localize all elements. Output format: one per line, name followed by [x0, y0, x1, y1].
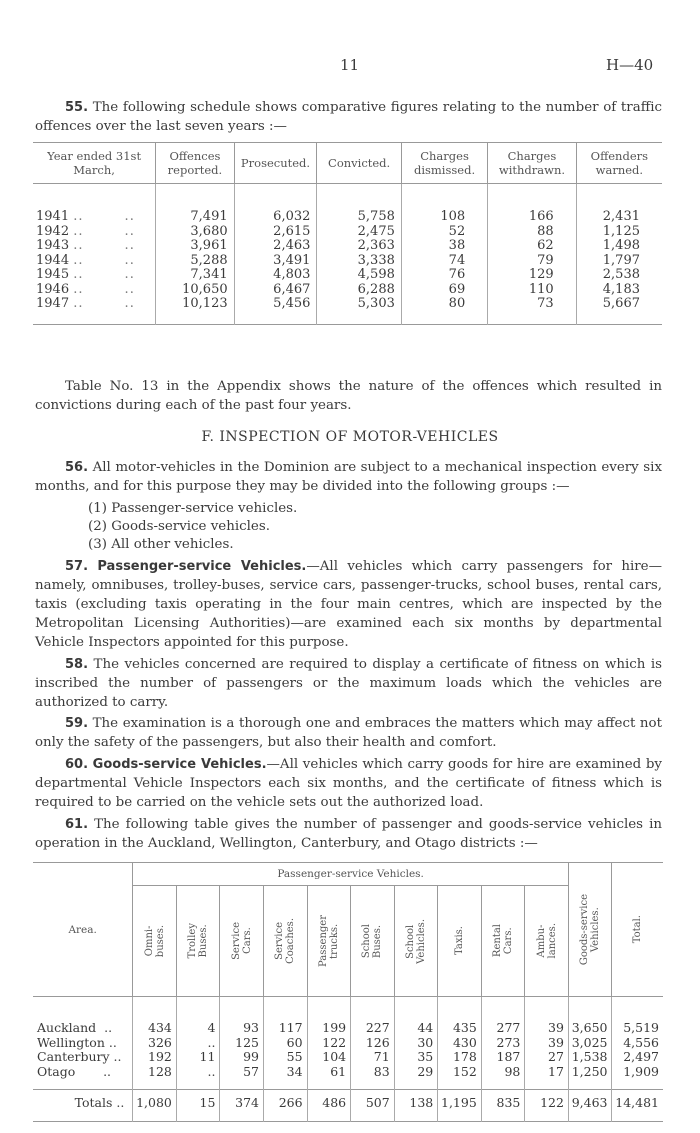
totals-cell: 1,080 [133, 1090, 177, 1122]
table-cell: 152 [438, 1065, 482, 1090]
table-header-row [33, 143, 662, 184]
col-header-total-label: Total. [632, 915, 644, 944]
paragraph-heading: Goods-service Vehicles. [92, 757, 267, 772]
col-header-prosecuted: Prosecuted. [234, 143, 317, 184]
totals-cell: 507 [351, 1090, 395, 1122]
year-value: 1944 [36, 252, 70, 268]
table-cell: 277 [481, 997, 525, 1036]
table-cell: 187 [481, 1050, 525, 1065]
table-cell: 5,288 [156, 254, 234, 269]
totals-cell: 15 [176, 1090, 220, 1122]
table-cell: 10,123 [156, 297, 234, 324]
table-row [33, 1036, 663, 1051]
totals-cell: 486 [307, 1090, 351, 1122]
table-cell: .. [176, 1036, 220, 1051]
col-header-dismissed: Charges dismissed. [401, 143, 487, 184]
table-cell: 39 [525, 997, 569, 1036]
table-cell: 7,491 [156, 184, 234, 225]
list-item: (3) All other vehicles. [88, 537, 234, 552]
table-cell: 122 [307, 1036, 351, 1051]
table-row [33, 1065, 663, 1090]
table-cell: 430 [438, 1036, 482, 1051]
year-value: 1942 [36, 223, 70, 239]
col-header-passenger-type [394, 886, 438, 997]
table-cell: 2,363 [317, 239, 401, 254]
paragraph-number: 56. [65, 460, 89, 475]
year-cell [33, 225, 156, 240]
paragraph-number: 57. [65, 559, 89, 574]
table-cell: 52 [401, 225, 487, 240]
col-header-withdrawn: Charges withdrawn. [488, 143, 576, 184]
col-header-label: Service Coaches. [274, 918, 297, 964]
year-cell [33, 283, 156, 298]
table-cell: 192 [133, 1050, 177, 1065]
paragraph-55 [35, 98, 662, 136]
table-cell: 1,125 [576, 225, 662, 240]
year-cell [33, 254, 156, 269]
table-cell: 4,556 [612, 1036, 663, 1051]
area-cell: Otago .. [37, 1063, 112, 1079]
table-cell: 5,456 [234, 297, 317, 324]
paragraph-61 [35, 815, 662, 853]
year-cell [33, 239, 156, 254]
table-cell: 98 [481, 1065, 525, 1090]
leader-dots: .. .. [73, 281, 135, 297]
traffic-offences-table [33, 142, 662, 325]
table-row [33, 297, 662, 324]
col-header-passenger-type [176, 886, 220, 997]
table-cell: 71 [351, 1050, 395, 1065]
table-cell: 128 [133, 1065, 177, 1090]
table-cell: 3,680 [156, 225, 234, 240]
table-cell: 99 [220, 1050, 264, 1065]
paragraph-text: —All vehicles which carry goods for hire are examined by departmental Vehicle Inspectors each six months, and the certificate of fitness which is required to be carried on the vehicle sets out the authorized load. [35, 757, 662, 810]
table-cell: 74 [401, 254, 487, 269]
table-cell: 60 [263, 1036, 307, 1051]
table-cell: 10,650 [156, 283, 234, 298]
table-cell: 61 [307, 1065, 351, 1090]
totals-cell: 14,481 [612, 1090, 663, 1122]
col-header-goods-label: Goods-service Vehicles. [579, 893, 602, 966]
leader-dots: .. .. [73, 267, 135, 282]
col-header-passenger-type [351, 886, 395, 997]
paragraph-text: The following schedule shows comparative figures relating to the number of traffic offences over the last seven years :— [35, 100, 662, 134]
col-header-offences: Offences reported. [156, 143, 234, 184]
page-number: 11 [340, 56, 360, 74]
vehicle-groups-list [88, 500, 297, 554]
table-cell: 1,797 [576, 254, 662, 269]
table-row [33, 283, 662, 298]
col-header-area: Area. [33, 863, 133, 997]
col-header-goods [568, 863, 612, 997]
table-cell: 1,498 [576, 239, 662, 254]
table-cell: 30 [394, 1036, 438, 1051]
table-cell: 125 [220, 1036, 264, 1051]
table-cell: 129 [488, 268, 576, 283]
table-cell: 57 [220, 1065, 264, 1090]
table-cell: 34 [263, 1065, 307, 1090]
year-value: 1946 [36, 281, 70, 297]
table-cell: 29 [394, 1065, 438, 1090]
leader-dots: .. .. [73, 296, 135, 311]
table-cell: 117 [263, 997, 307, 1036]
section-heading: F. INSPECTION OF MOTOR-VEHICLES [201, 429, 499, 445]
list-item: (1) Passenger-service vehicles. [88, 501, 298, 516]
leader-dots: .. .. [73, 238, 135, 253]
table-row [33, 239, 662, 254]
table-cell: 1,909 [612, 1065, 663, 1090]
table-cell: 4,183 [576, 283, 662, 298]
table-cell: 199 [307, 997, 351, 1036]
table-row [33, 184, 662, 225]
totals-cell: 122 [525, 1090, 569, 1122]
table-cell: 79 [488, 254, 576, 269]
totals-cell: 1,195 [438, 1090, 482, 1122]
table-row [33, 997, 663, 1036]
table-cell: 435 [438, 997, 482, 1036]
col-header-label: Rental Cars. [492, 924, 515, 958]
leader-dots: .. .. [73, 252, 135, 268]
col-header-passenger-type [133, 886, 177, 997]
table-cell: 2,615 [234, 225, 317, 240]
col-header-label: Omni- buses. [143, 924, 166, 958]
table-cell: 4,598 [317, 268, 401, 283]
col-header-warned: Offenders warned. [576, 143, 662, 184]
col-header-label: Trolley Buses. [187, 923, 210, 959]
table-cell: 5,758 [317, 184, 401, 225]
table-row [33, 225, 662, 240]
col-header-label: School Vehicles. [404, 918, 427, 964]
table-cell: 73 [488, 297, 576, 324]
year-cell [33, 297, 156, 324]
col-group-header-passenger: Passenger-service Vehicles. [133, 863, 569, 886]
totals-row [33, 1090, 663, 1122]
table-cell: 11 [176, 1050, 220, 1065]
table-group-header-row [33, 863, 663, 886]
year-value: 1945 [36, 267, 70, 282]
table-cell: 166 [488, 184, 576, 225]
area-cell: Wellington .. [37, 1034, 117, 1050]
paragraph-number: 55. [65, 100, 89, 115]
col-header-label: Ambu- lances. [535, 923, 558, 959]
table-cell: 35 [394, 1050, 438, 1065]
table-cell: 3,025 [568, 1036, 612, 1051]
table-cell: 80 [401, 297, 487, 324]
table-row [33, 268, 662, 283]
table-cell: 44 [394, 997, 438, 1036]
col-header-passenger-type [220, 886, 264, 997]
table-cell: 17 [525, 1065, 569, 1090]
table-cell: 88 [488, 225, 576, 240]
totals-cell: 835 [481, 1090, 525, 1122]
col-header-passenger-type [481, 886, 525, 997]
year-value: 1941 [36, 209, 70, 224]
col-header-convicted: Convicted. [317, 143, 401, 184]
table-cell: 4,803 [234, 268, 317, 283]
paragraph-number: 59. [65, 716, 89, 731]
area-cell: Auckland .. [37, 1020, 113, 1035]
totals-cell: 138 [394, 1090, 438, 1122]
table-cell: 227 [351, 997, 395, 1036]
table-cell: 5,303 [317, 297, 401, 324]
col-header-label: Service Cars. [230, 922, 253, 960]
col-header-year: Year ended 31st March, [33, 143, 156, 184]
col-header-label: School Buses. [361, 923, 384, 959]
table-row [33, 254, 662, 269]
col-header-label: Passenger trucks. [317, 915, 340, 967]
table-cell: 38 [401, 239, 487, 254]
paragraph-heading: Passenger-service Vehicles. [97, 559, 307, 574]
paragraph-text: The following table gives the number of passenger and goods-service vehicles in operation in the Auckland, Wellington, Canterbury, and Otago districts :— [35, 817, 662, 851]
paragraph-text: —All vehicles which carry passengers for hire—namely, omnibuses, trolley-buses, service cars, passenger-trucks, school buses, rental cars, taxis (excluding taxis operating in the four main centres, which are inspected by the Metropolitan Licensing Authorities)—are examined each six months by departmental Vehicle Inspectors appointed for this purpose. [35, 559, 662, 650]
table-cell: 5,667 [576, 297, 662, 324]
table-cell: 83 [351, 1065, 395, 1090]
table-cell: 273 [481, 1036, 525, 1051]
table-cell: 3,338 [317, 254, 401, 269]
paragraph-table13-note [35, 377, 662, 415]
year-cell [33, 268, 156, 283]
paragraph-number: 61. [65, 817, 89, 832]
col-header-total [612, 863, 663, 997]
table-cell: 3,961 [156, 239, 234, 254]
table-cell: 2,538 [576, 268, 662, 283]
area-cell: Canterbury .. [37, 1049, 122, 1064]
vehicles-by-district-table [33, 862, 663, 1122]
paragraph-text: All motor-vehicles in the Dominion are subject to a mechanical inspection every six months, and for this purpose they may be divided into the following groups :— [35, 460, 662, 494]
col-header-label: Taxis. [454, 926, 466, 956]
paragraph-number: 58. [65, 657, 89, 672]
table-cell: 5,519 [612, 997, 663, 1036]
paragraph-text: Table No. 13 in the Appendix shows the nature of the offences which resulted in convictions during each of the past four years. [35, 379, 662, 413]
totals-cell: 374 [220, 1090, 264, 1122]
table-cell: 3,650 [568, 997, 612, 1036]
table-cell: 4 [176, 997, 220, 1036]
page-header [0, 56, 700, 80]
col-header-passenger-type [263, 886, 307, 997]
table-cell: 2,475 [317, 225, 401, 240]
table-cell: 2,431 [576, 184, 662, 225]
table-cell: 1,538 [568, 1050, 612, 1065]
totals-label: Totals .. [74, 1095, 125, 1110]
year-value: 1943 [36, 238, 70, 253]
table-row [33, 1050, 663, 1065]
totals-cell: 266 [263, 1090, 307, 1122]
col-header-passenger-type [438, 886, 482, 997]
table-cell: 7,341 [156, 268, 234, 283]
table-cell: 110 [488, 283, 576, 298]
paragraph-text: The vehicles concerned are required to display a certificate of fitness on which is inscribed the number of passengers or the maximum loads which the vehicles are authorized to carry. [35, 657, 662, 710]
leader-dots: .. .. [73, 223, 135, 239]
table-cell: 108 [401, 184, 487, 225]
table-cell: 55 [263, 1050, 307, 1065]
paragraph-number: 60. [65, 757, 89, 772]
year-value: 1947 [36, 296, 70, 311]
table-cell: 104 [307, 1050, 351, 1065]
document-code: H—40 [606, 56, 654, 74]
table-cell: 1,250 [568, 1065, 612, 1090]
col-header-passenger-type [525, 886, 569, 997]
list-item: (2) Goods-service vehicles. [88, 519, 270, 534]
table-cell: 178 [438, 1050, 482, 1065]
table-cell: 6,032 [234, 184, 317, 225]
table-cell: 76 [401, 268, 487, 283]
leader-dots: .. .. [73, 209, 135, 224]
paragraph-59 [35, 714, 662, 752]
year-cell [33, 184, 156, 225]
paragraph-58 [35, 655, 662, 712]
paragraph-56 [35, 458, 662, 496]
table-cell: 69 [401, 283, 487, 298]
table-cell: 27 [525, 1050, 569, 1065]
paragraph-text: The examination is a thorough one and embraces the matters which may affect not only the safety of the passengers, but also their health and comfort. [35, 716, 662, 750]
table-cell: .. [176, 1065, 220, 1090]
table-cell: 434 [133, 997, 177, 1036]
table-cell: 2,463 [234, 239, 317, 254]
table-cell: 2,497 [612, 1050, 663, 1065]
table-cell: 326 [133, 1036, 177, 1051]
table-cell: 62 [488, 239, 576, 254]
paragraph-60 [35, 755, 662, 812]
table-cell: 93 [220, 997, 264, 1036]
table-cell: 6,288 [317, 283, 401, 298]
table-cell: 39 [525, 1036, 569, 1051]
totals-cell: 9,463 [568, 1090, 612, 1122]
table-cell: 3,491 [234, 254, 317, 269]
table-cell: 126 [351, 1036, 395, 1051]
table-cell: 6,467 [234, 283, 317, 298]
paragraph-57 [35, 557, 662, 652]
col-header-passenger-type [307, 886, 351, 997]
